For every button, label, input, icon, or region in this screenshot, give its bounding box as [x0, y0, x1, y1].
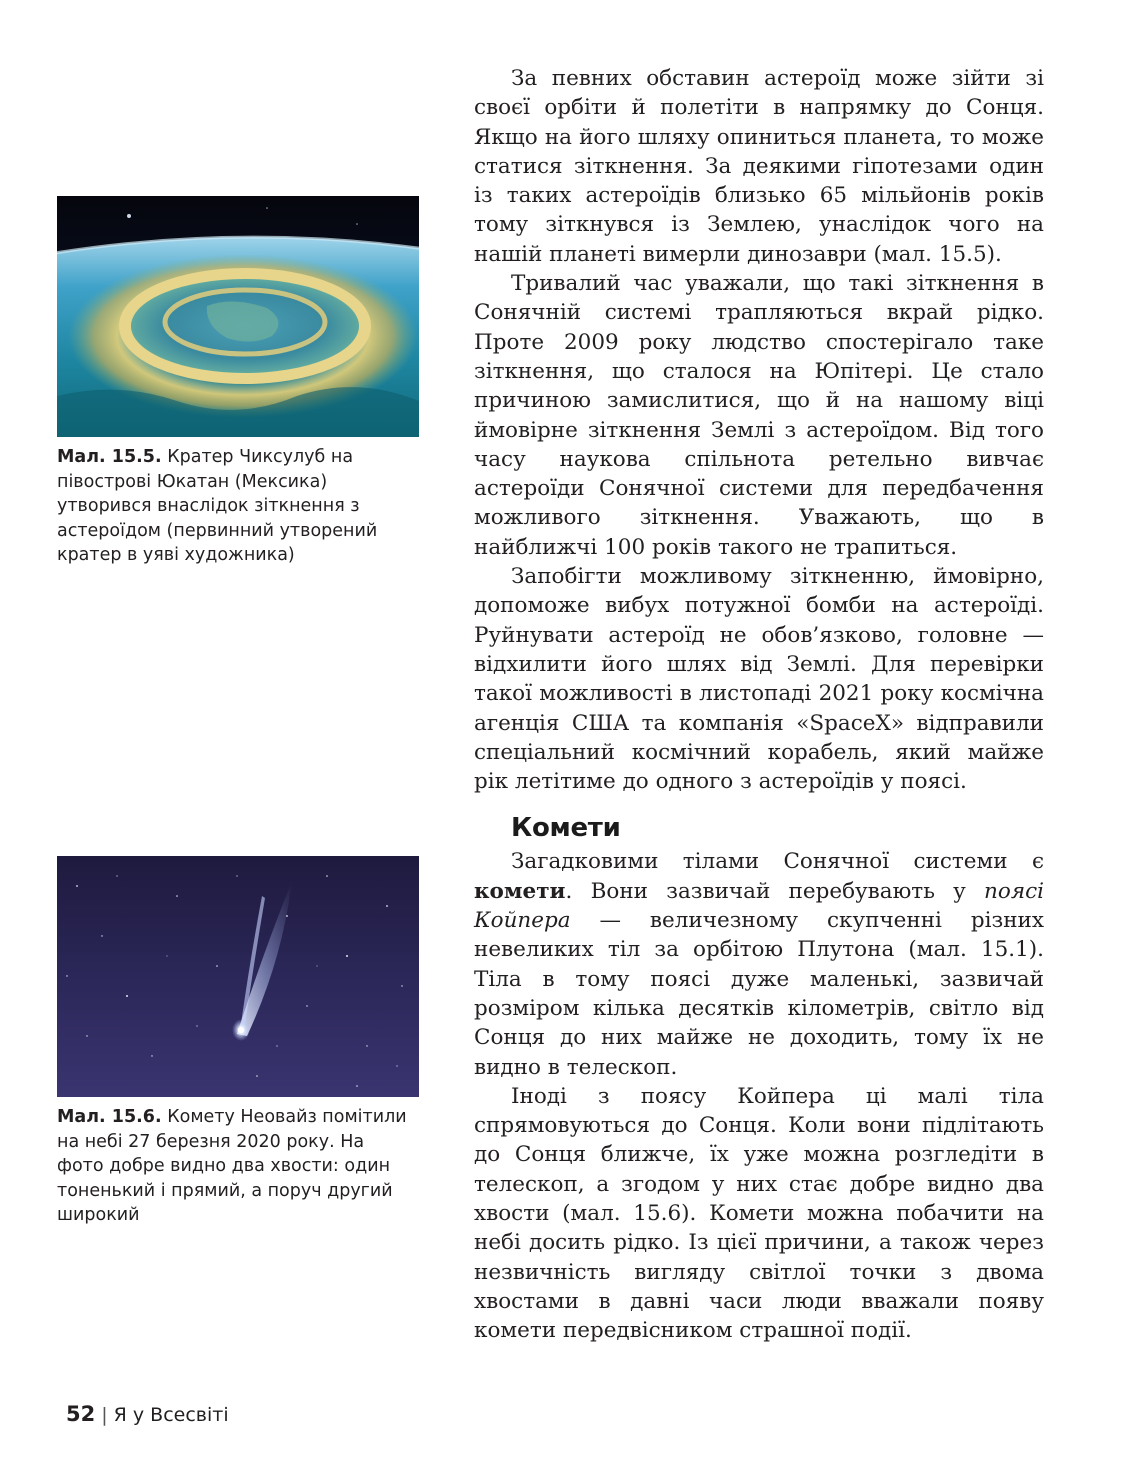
figure-15-5	[57, 196, 419, 568]
paragraph: Запобігти можливому зіткненню, ймовірно, допоможе вибух потужної бомби на астероїді. Руйнувати астероїд не обов’язково, головне — відхилити його шлях від Землі. Для перевірки такої можливості в листопаді 2021 року космічна агенція США та компанія «SpaceX» відправили спеціальний космічний корабель, який майже рік летітиме до одного з астероїдів у поясі.	[474, 564, 1044, 795]
section-heading: Комети	[511, 813, 621, 844]
figure-caption	[57, 1105, 407, 1228]
text-run: . Вони зазвичай перебувають у	[565, 878, 985, 904]
text-run: — величезному скупченні різних невеликих тіл за орбітою Плутона (мал. 15.1). Тіла в тому поясі дуже маленькі, зазвичай розміром кілька десятків кілометрів, світло від Сонця до них майже не доходить, тому їх не видно в телескоп.	[474, 908, 1044, 1080]
footer-separator: |	[101, 1404, 108, 1426]
paragraph: За певних обставин астероїд може зійти зі своєї орбіти й полетіти в напрямку до Сонця. Якщо на його шляху опиниться планета, то може статися зіткнення. За деякими гіпотезами один із таких астероїдів близько 65 мільйонів років тому зіткнувся із Землею, унаслідок чого на нашій планеті вимерли динозаври (мал. 15.5).	[474, 66, 1044, 267]
term-italic: поясі Койпера	[474, 878, 1044, 934]
figure-caption-text: Кратер Чиксулуб на півострові Юкатан (Мексика) утворився внаслідок зіткнення з астероїдом (первинний утворений кратер в уяві художника)	[57, 447, 378, 565]
page-footer	[66, 1402, 229, 1426]
page-number: 52	[66, 1402, 96, 1426]
main-text-column	[474, 64, 1044, 1345]
figure-caption	[57, 445, 407, 568]
figure-15-6	[57, 856, 419, 1228]
chicxulub-crater-illustration	[57, 196, 419, 437]
comet-neowise-photo	[57, 856, 419, 1097]
figure-label: Мал. 15.5.	[57, 447, 162, 467]
book-title: Я у Всесвіті	[113, 1404, 229, 1426]
paragraph: Іноді з поясу Койпера ці малі тіла спрямовуються до Сонця. Коли вони підлітають до Сонця ближче, їх уже можна розгледіти в телескоп, а згодом у них стає добре видно два хвости (мал. 15.6). Комети можна побачити на небі досить рідко. Із цієї причини, а також через незвичність вигляду світлої точки з двома хвостами в давні часи люди вважали появу комети передвісником страшної події.	[474, 1083, 1044, 1344]
figure-caption-text: Комету Неовайз помітили на небі 27 березня 2020 року. На фото добре видно два хвости: один тоненький і прямий, а поруч другий широкий	[57, 1107, 407, 1225]
figure-label: Мал. 15.6.	[57, 1107, 162, 1127]
paragraph	[474, 847, 1044, 1081]
paragraph: Тривалий час уважали, що такі зіткнення в Сонячній системі трапляються вкрай рідко. Проте 2009 року людство спостерігало таке зіткнення, що сталося на Юпітері. Це стало причиною замислитися, що й на нашому віці ймовірне зіткнення Землі з астероїдом. Від того часу наукова спільнота ретельно вивчає астероїди Сонячної системи для передбачення можливого зіткнення. Уважають, що в найближчі 100 років такого не трапиться.	[474, 271, 1044, 560]
term-bold: комети	[474, 878, 566, 904]
text-run: Загадковими тілами Сонячної системи є	[511, 849, 1044, 875]
